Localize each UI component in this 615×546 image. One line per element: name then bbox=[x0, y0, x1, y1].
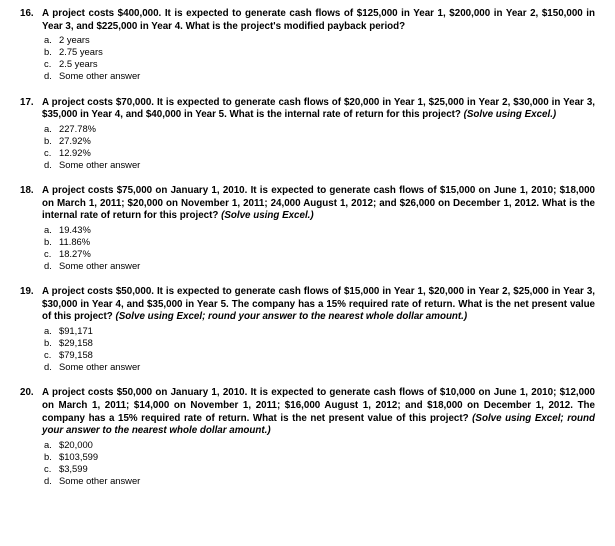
answer-option-c[interactable] bbox=[42, 58, 595, 70]
option-letter: c. bbox=[44, 58, 52, 70]
question-number: 19. bbox=[20, 286, 34, 298]
answer-option-c[interactable] bbox=[42, 147, 595, 159]
answer-option-a[interactable] bbox=[42, 224, 595, 236]
answer-option-b[interactable] bbox=[42, 46, 595, 58]
question-hint: (Solve using Excel.) bbox=[221, 210, 314, 222]
option-text: 227.78% bbox=[59, 122, 97, 134]
answer-option-c[interactable] bbox=[42, 463, 595, 475]
option-letter: c. bbox=[44, 349, 52, 361]
question-number: 16. bbox=[20, 8, 34, 19]
question-hint: (Solve using Excel.) bbox=[463, 109, 557, 121]
answer-option-a[interactable] bbox=[42, 123, 595, 135]
option-text: 27.92% bbox=[59, 134, 91, 146]
option-text: 2.75 years bbox=[59, 46, 103, 58]
answer-option-d[interactable] bbox=[42, 475, 595, 487]
option-text: 19.43% bbox=[59, 223, 91, 235]
question-19 bbox=[20, 286, 595, 373]
answer-option-c[interactable] bbox=[42, 248, 595, 260]
option-text: 2.5 years bbox=[59, 58, 98, 70]
option-text: Some other answer bbox=[59, 159, 141, 171]
question-hint: (Solve using Excel; round your answer to the nearest whole dollar amount.) bbox=[42, 412, 595, 437]
question-text bbox=[42, 286, 595, 324]
option-text: Some other answer bbox=[59, 361, 141, 373]
answer-option-d[interactable] bbox=[42, 361, 595, 373]
answer-options bbox=[42, 325, 595, 373]
option-letter: c. bbox=[44, 248, 52, 260]
question-hint: (Solve using Excel; round your answer to the nearest whole dollar amount.) bbox=[115, 311, 468, 323]
option-letter: c. bbox=[44, 463, 52, 474]
option-letter: b. bbox=[44, 46, 52, 58]
question-body: A project costs $50,000. It is expected to generate cash flows of $15,000 in Year 1, $20,000 in Year 2, $25,000 in Year 3, $30,000 in Year 4, and $35,000 in Year 5. The company has a 15% required rate of return. What is the net present value of this project? bbox=[42, 286, 595, 323]
question-number: 18. bbox=[20, 185, 34, 197]
question-text bbox=[42, 97, 595, 122]
answer-option-b[interactable] bbox=[42, 451, 595, 463]
option-text: Some other answer bbox=[59, 260, 141, 272]
answer-option-d[interactable] bbox=[42, 70, 595, 82]
answer-option-d[interactable] bbox=[42, 159, 595, 171]
answer-options bbox=[42, 439, 595, 487]
option-text: $20,000 bbox=[59, 438, 93, 450]
option-letter: b. bbox=[44, 134, 52, 146]
option-letter: a. bbox=[44, 122, 52, 134]
option-letter: b. bbox=[44, 236, 52, 247]
question-text bbox=[42, 387, 595, 437]
answer-option-b[interactable] bbox=[42, 135, 595, 147]
question-20 bbox=[20, 387, 595, 487]
question-16 bbox=[20, 8, 595, 83]
option-letter: d. bbox=[44, 159, 52, 171]
option-text: $3,599 bbox=[59, 463, 88, 474]
question-body: A project costs $400,000. It is expected to generate cash flows of $125,000 in Year 1, $200,000 in Year 2, $150,000 in Year 3, and $225,000 in Year 4. What is the project's modified payback period? bbox=[42, 8, 595, 32]
option-text: $91,171 bbox=[59, 325, 93, 337]
answer-options bbox=[42, 34, 595, 82]
answer-option-c[interactable] bbox=[42, 349, 595, 361]
option-letter: c. bbox=[44, 146, 52, 158]
answer-option-a[interactable] bbox=[42, 34, 595, 46]
option-letter: b. bbox=[44, 450, 52, 462]
answer-options bbox=[42, 123, 595, 171]
option-text: $29,158 bbox=[59, 337, 93, 349]
option-letter: d. bbox=[44, 361, 52, 373]
option-letter: d. bbox=[44, 260, 52, 272]
question-body: A project costs $75,000 on January 1, 2010. It is expected to generate cash flows of $15,000 on June 1, 2010; $18,000 on March 1, 2011; $20,000 on November 1, 2011; 24,000 August 1, 2012; and $26,000 on December 1, 2012. What is the internal rate of return for this project? bbox=[42, 185, 595, 222]
answer-option-b[interactable] bbox=[42, 236, 595, 248]
answer-option-a[interactable] bbox=[42, 325, 595, 337]
option-text: $79,158 bbox=[59, 349, 93, 361]
question-body: A project costs $50,000 on January 1, 2010. It is expected to generate cash flows of $10,000 on June 1, 2010; $12,000 on March 1, 2011; $14,000 on November 1, 2011; $16,000 August 1, 2012; and $18,000 on December 1, 2012. The company has a 15% required rate of return. What is the net present value of this project? bbox=[42, 387, 595, 424]
option-text: Some other answer bbox=[59, 70, 141, 82]
question-number: 17. bbox=[20, 96, 34, 108]
question-body: A project costs $70,000. It is expected to generate cash flows of $20,000 in Year 1, $25,000 in Year 2, $30,000 in Year 3, $35,000 in Year 4, and $40,000 in Year 5. What is the internal rate of return for this project? bbox=[42, 96, 595, 121]
option-text: 12.92% bbox=[59, 146, 91, 158]
answer-option-a[interactable] bbox=[42, 439, 595, 451]
question-number: 20. bbox=[20, 387, 34, 399]
question-17 bbox=[20, 97, 595, 172]
option-letter: b. bbox=[44, 337, 52, 349]
question-text bbox=[42, 185, 595, 223]
question-text bbox=[42, 8, 595, 33]
option-letter: d. bbox=[44, 475, 52, 487]
option-text: $103,599 bbox=[59, 450, 99, 462]
question-18 bbox=[20, 185, 595, 272]
option-text: 18.27% bbox=[59, 248, 91, 260]
answer-option-d[interactable] bbox=[42, 260, 595, 272]
option-letter: a. bbox=[44, 223, 52, 235]
option-text: 2 years bbox=[59, 34, 90, 46]
option-text: Some other answer bbox=[59, 475, 141, 487]
option-letter: a. bbox=[44, 325, 52, 337]
option-text: 11.86% bbox=[59, 236, 91, 247]
answer-option-b[interactable] bbox=[42, 337, 595, 349]
option-letter: d. bbox=[44, 70, 52, 82]
option-letter: a. bbox=[44, 438, 52, 450]
answer-options bbox=[42, 224, 595, 272]
option-letter: a. bbox=[44, 34, 52, 46]
